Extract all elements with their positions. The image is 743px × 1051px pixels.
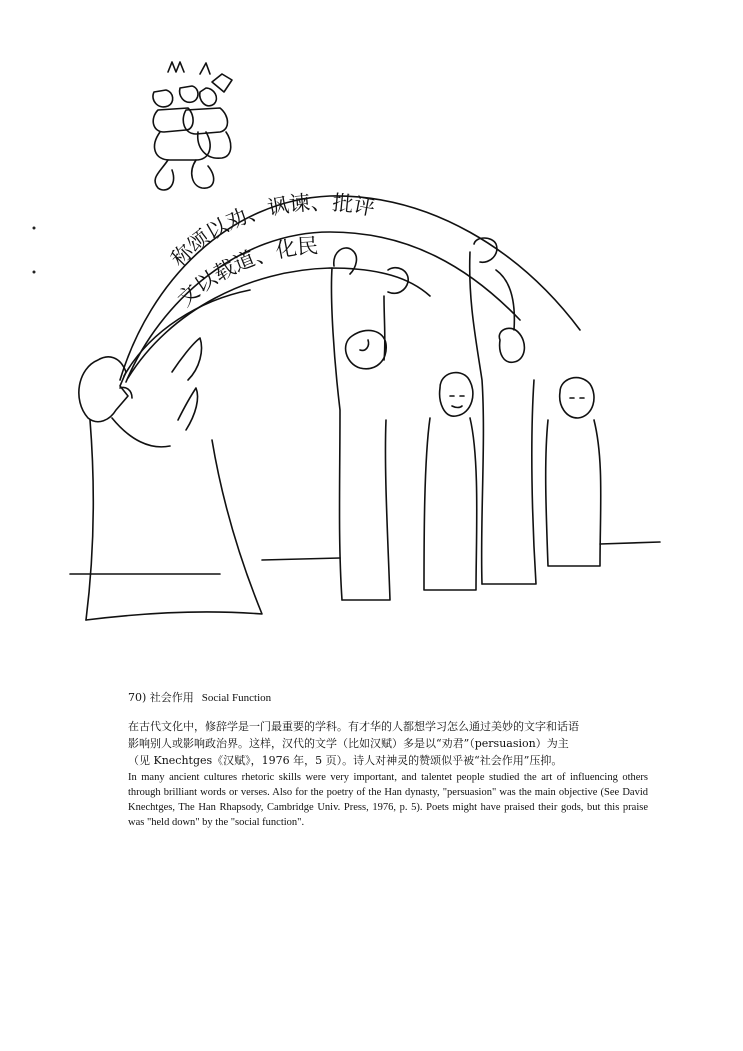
chinese-line: 影响别人或影响政治界。这样，汉代的文学（比如汉赋）多是以“劝君”（persuasion）为主	[128, 737, 569, 750]
onlooker-figure-2	[546, 378, 601, 566]
caption	[128, 689, 271, 705]
deities-figure	[153, 62, 232, 190]
ground-lines	[70, 542, 660, 574]
arc-inner-text: 文以载道、化民	[172, 233, 319, 312]
arc-outer-text: 称颂以劝、讽谏、批评	[166, 190, 377, 272]
caption-number: 70) 社会作用	[128, 691, 194, 704]
onlooker-figure-1	[424, 373, 477, 590]
chinese-line: （见 Knechtges《汉赋》，1976 年，5 页）。诗人对神灵的赞颂似乎被“社会作用”压抑。	[128, 754, 563, 767]
caption-title-en: Social Function	[201, 692, 272, 704]
english-paragraph: In many ancient cultures rhetoric skills were very important, and talentet people studied the art of influencing others through brilliant words or verses. Also for the poetry of the Han dynasty, "persuasion" was the main objective (See David Knechtges, The Han Rhapsody, Cambridge Univ. Press, 1976, p. 5). Poets might have praised their gods, but this praise was "held down" by the "social function".	[128, 772, 648, 828]
margin-mark	[33, 271, 36, 274]
bearer-figure-2	[470, 238, 536, 584]
chinese-line: 在古代文化中，修辞学是一门最重要的学科。有才华的人都想学习怎么通过美妙的文字和话语	[128, 720, 579, 733]
bearer-figure-1	[331, 248, 408, 600]
chinese-paragraph	[128, 718, 648, 769]
poet-figure	[79, 338, 262, 620]
margin-mark	[33, 227, 36, 230]
